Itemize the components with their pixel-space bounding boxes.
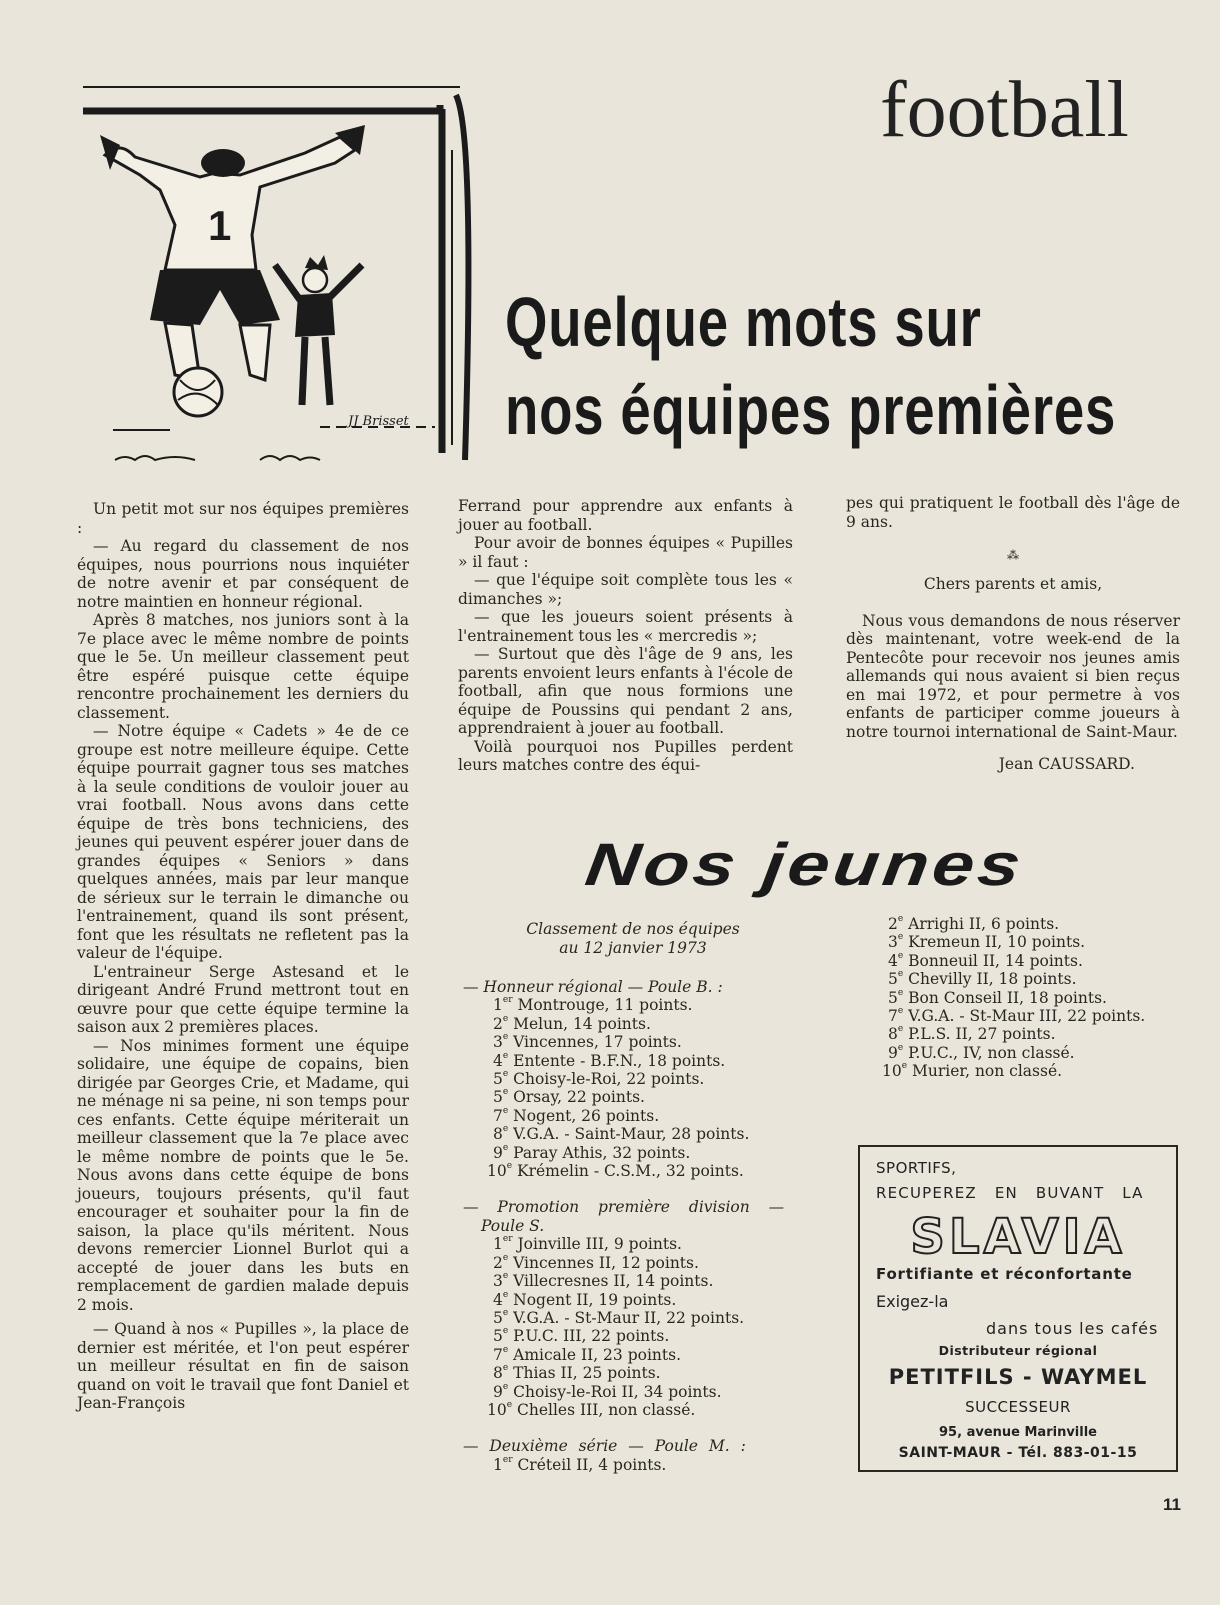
rank-suffix: e [502, 1142, 509, 1153]
rank-number: 7 [888, 1007, 898, 1026]
team-result: Créteil II, 4 points. [512, 1455, 667, 1474]
rank-suffix: e [897, 1042, 904, 1053]
rank-suffix: e [897, 1024, 904, 1035]
paragraph: — que l'équipe soit complète tous les « dimanches »; [458, 571, 793, 608]
team-result: Amicale II, 23 points. [508, 1345, 682, 1364]
paragraph: — Quand à nos « Pupilles », la place de dernier est méritée, et l'on peut espérer un meilleur résultat en fin de saison quand on voit le travail que font Daniel et Jean-François [77, 1320, 409, 1412]
rank-number: 8 [888, 1025, 898, 1044]
rank-suffix: e [502, 1307, 509, 1318]
rank-number: 8 [493, 1125, 503, 1144]
rank-number: 3 [888, 933, 898, 952]
rank-suffix: e [502, 1381, 509, 1392]
rank-number: 5 [493, 1088, 503, 1107]
subtitle-line-2: au 12 janvier 1973 [559, 939, 707, 957]
paragraph: Nous vous demandons de nous réserver dès maintenant, votre week-end de la Pentecôte pour recevoir nos jeunes amis allemands qui nous avaient si bien reçus en mai 1972, et pour permetre à vos enfants de participer comme joueurs à notre tournoi international de Saint-Maur. [846, 611, 1180, 741]
goalkeeper-illustration [80, 75, 490, 475]
rank-number: 5 [888, 970, 898, 989]
paragraph: L'entraineur Serge Astesand et le dirigeant André Frund mettront tout en œuvre pour que cette équipe termine la saison aux 2 premières places. [77, 962, 409, 1036]
rank-suffix: e [506, 1161, 513, 1172]
group-entries-honneur [463, 996, 803, 1180]
ad-line-exigez: Exigez-la [876, 1292, 949, 1311]
rank-number: 9 [493, 1382, 503, 1401]
standings-entry [463, 1052, 803, 1070]
standings-list-continued [858, 915, 1198, 1081]
rank-suffix: e [502, 1271, 509, 1282]
rank-suffix: e [502, 1326, 509, 1337]
rank-suffix: e [506, 1399, 513, 1410]
paragraph: — que les joueurs soient présents à l'entrainement tous les « mercredis »; [458, 608, 793, 645]
article-headline [505, 278, 1116, 454]
article-column-2 [458, 497, 793, 775]
team-result: Thias II, 25 points. [508, 1364, 661, 1383]
rank-number: 1 [493, 996, 503, 1015]
author-signature: Jean CAUSSARD. [998, 755, 1135, 773]
team-result: Murier, non classé. [907, 1062, 1063, 1081]
standings-entry [858, 1044, 1198, 1062]
rank-suffix: e [897, 914, 904, 924]
rank-number: 2 [493, 1253, 503, 1272]
group-title-honneur: — Honneur régional — Poule B. : [463, 978, 723, 996]
team-result: Montrouge, 11 points. [512, 996, 693, 1015]
rank-suffix: e [502, 1087, 509, 1098]
section-heading-nos-jeunes: Nos jeunes [581, 831, 1029, 898]
rank-number: 5 [493, 1308, 503, 1327]
standings-entry [463, 1107, 803, 1125]
rank-suffix: e [502, 1344, 509, 1355]
standings-subtitle [488, 920, 778, 958]
standings-entry [463, 1346, 803, 1364]
team-result: P.U.C. III, 22 points. [508, 1327, 670, 1346]
team-result: V.G.A. - St-Maur II, 22 points. [508, 1308, 745, 1327]
standings-entry [463, 1383, 803, 1401]
standings-entry [463, 1254, 803, 1272]
standings-entry [463, 1088, 803, 1106]
team-result: Nogent, 26 points. [508, 1106, 660, 1125]
page-number: 11 [1163, 1495, 1181, 1514]
team-result: Arrighi II, 6 points. [903, 915, 1060, 933]
standings-entry [858, 1007, 1198, 1025]
standings-entry [463, 1291, 803, 1309]
standings-entry [463, 1456, 803, 1474]
team-result: Villecresnes II, 14 points. [508, 1272, 714, 1291]
standings-entry [463, 1309, 803, 1327]
rank-number: 5 [888, 988, 898, 1007]
paragraph: Ferrand pour apprendre aux enfants à jouer au football. [458, 497, 793, 534]
standings-entry [463, 1327, 803, 1345]
rank-suffix: e [502, 1105, 509, 1116]
paragraph: pes qui pratiquent le football dès l'âge de 9 ans. [846, 494, 1180, 531]
team-result: V.G.A. - St-Maur III, 22 points. [903, 1007, 1146, 1026]
rank-number: 2 [888, 915, 898, 933]
standings-entry [463, 1070, 803, 1088]
rank-suffix: e [502, 1124, 509, 1135]
rank-suffix: er [502, 995, 513, 1006]
team-result: Orsay, 22 points. [508, 1088, 645, 1107]
section-tag: football [880, 66, 1129, 154]
group-entries-deuxieme-serie-part2 [858, 915, 1198, 1081]
small-player-figure [275, 255, 362, 405]
standings-entry [858, 1062, 1198, 1080]
svg-text:1: 1 [208, 202, 232, 249]
rank-number: 10 [882, 1062, 902, 1081]
rank-suffix: e [897, 950, 904, 961]
group-title-promotion: — Promotion première division — [463, 1198, 785, 1217]
rank-suffix: e [897, 1006, 904, 1017]
football-ball [174, 368, 222, 416]
separator-asterism: ⁂ [1007, 548, 1019, 562]
ad-successor: SUCCESSEUR [965, 1398, 1071, 1416]
rank-number: 10 [487, 1162, 507, 1181]
standings-entry [858, 1025, 1198, 1043]
standings-entry [858, 952, 1198, 970]
rank-number: 10 [487, 1400, 507, 1419]
rank-number: 1 [493, 1455, 503, 1474]
rank-number: 4 [493, 1290, 503, 1309]
team-result: Melun, 14 points. [508, 1014, 651, 1033]
team-result: Entente - B.F.N., 18 points. [508, 1051, 726, 1070]
rank-number: 7 [493, 1345, 503, 1364]
standings-entry [463, 1033, 803, 1051]
salutation: Chers parents et amis, [923, 575, 1103, 593]
team-result: Chevilly II, 18 points. [903, 970, 1077, 989]
rank-number: 2 [493, 1014, 503, 1033]
standings-entry [858, 989, 1198, 1007]
standings-entry [463, 1162, 803, 1180]
rank-number: 1 [493, 1235, 503, 1254]
rank-number: 3 [493, 1033, 503, 1052]
rank-number: 3 [493, 1272, 503, 1291]
paragraph: Un petit mot sur nos équipes premières : [77, 500, 409, 537]
standings-entry [858, 970, 1198, 988]
paragraph: — Notre équipe « Cadets » 4e de ce groupe est notre meilleure équipe. Cette équipe pourrait gagner tous ses matches à la seule conditions de vouloir jouer au vrai football. Nous avons dans cette équipe de très bons techniciens, des jeunes qui peuvent espérer jouer dans de grandes équipes « Seniors » dans quelques années, mais par leur manque de sérieux sur le terrain le dimanche ou l'entrainement, quand ils sont présent, font que les résultats ne refletent pas la valeur de l'équipe. [77, 722, 409, 962]
group-entries-promotion [463, 1235, 803, 1419]
team-result: Joinville III, 9 points. [512, 1235, 682, 1254]
rank-suffix: e [502, 1252, 509, 1263]
rank-suffix: e [502, 1050, 509, 1061]
paragraph: Voilà pourquoi nos Pupilles perdent leurs matches contre des équi- [458, 737, 793, 774]
rank-suffix: e [502, 1013, 509, 1024]
rank-number: 5 [493, 1327, 503, 1346]
slavia-advertisement [858, 1145, 1178, 1472]
rank-number: 9 [493, 1143, 503, 1162]
standings-entry [463, 1125, 803, 1143]
rank-suffix: e [502, 1032, 509, 1043]
team-result: Kremeun II, 10 points. [903, 933, 1086, 952]
paragraph: — Nos minimes forment une équipe solidaire, une équipe de copains, bien dirigée par Georges Crie, et Madame, qui ne ménage ni sa peine, ni son temps pour ces enfants. Cette équipe mériterait un meilleur classement que la 7e place avec le même nombre de points que le 5e. Nous avons dans cette équipe de bons joueurs, toujours présents, qu'il faut encourager et souhaiter pour la fin de saison, la place qu'ils méritent. Nous devons remercier Lionnel Burlot qui a accepté de jouer dans les buts en remplacement de gardien malade depuis 2 mois. [77, 1036, 409, 1314]
team-result: Krémelin - C.S.M., 32 points. [512, 1162, 744, 1181]
team-result: Choisy-le-Roi II, 34 points. [508, 1382, 722, 1401]
team-result: Nogent II, 19 points. [508, 1290, 677, 1309]
paragraph: Pour avoir de bonnes équipes « Pupilles » il faut : [458, 534, 793, 571]
ad-tagline: Fortifiante et réconfortante [876, 1265, 1133, 1283]
rank-suffix: er [502, 1454, 513, 1465]
group-title-deuxieme-serie: — Deuxième série — Poule M. : [463, 1437, 746, 1456]
headline-line-1: Quelque mots sur [505, 283, 982, 361]
article-column-1 [77, 500, 409, 1413]
standings-entry [858, 933, 1198, 951]
team-result: P.L.S. II, 27 points. [903, 1025, 1056, 1044]
standings-entry [463, 1401, 803, 1419]
rank-suffix: e [502, 1363, 509, 1374]
subtitle-line-1: Classement de nos équipes [526, 920, 740, 938]
ad-city-phone: SAINT-MAUR - Tél. 883-01-15 [898, 1445, 1138, 1461]
standings-entry [463, 1015, 803, 1033]
ad-distributor-name: PETITFILS - WAYMEL [888, 1365, 1148, 1389]
standings-entry [463, 1235, 803, 1253]
rank-number: 5 [493, 1070, 503, 1089]
team-result: Bon Conseil II, 18 points. [903, 988, 1107, 1007]
rank-number: 4 [493, 1051, 503, 1070]
paragraph: — Surtout que dès l'âge de 9 ans, les parents envoient leurs enfants à l'école de football, afin que nous formions une équipe de Poussins qui pendant 2 ans, apprendraient à jouer au football. [458, 645, 793, 737]
ad-line-cafes: dans tous les cafés [986, 1319, 1159, 1338]
headline-line-2: nos équipes premières [505, 371, 1117, 449]
standings-list [463, 978, 803, 1474]
rank-number: 8 [493, 1364, 503, 1383]
rank-number: 7 [493, 1106, 503, 1125]
team-result: Choisy-le-Roi, 22 points. [508, 1070, 705, 1089]
group-title-promotion-poule: Poule S. [481, 1216, 545, 1235]
team-result: Vincennes II, 12 points. [508, 1253, 699, 1272]
standings-entry [463, 1272, 803, 1290]
rank-suffix: e [502, 1289, 509, 1300]
rank-suffix: e [897, 987, 904, 998]
team-result: Bonneuil II, 14 points. [903, 951, 1083, 970]
rank-suffix: e [901, 1061, 908, 1072]
rank-suffix: e [897, 969, 904, 980]
rank-number: 9 [888, 1043, 898, 1062]
team-result: Paray Athis, 32 points. [508, 1143, 691, 1162]
rank-suffix: er [502, 1234, 513, 1245]
ad-distributor-label: Distributeur régional [938, 1343, 1098, 1358]
paragraph: — Au regard du classement de nos équipes, nous pourrions nous inquiéter de notre avenir et par conséquent de notre maintien en honneur régional. [77, 537, 409, 611]
standings-entry [463, 996, 803, 1014]
article-column-3 [846, 494, 1180, 774]
paragraph: Après 8 matches, nos juniors sont à la 7e place avec le même nombre de points que le 5e. Un meilleur classement peut être espéré puisque cette équipe rencontre prochainement les derniers du classement. [77, 611, 409, 722]
ad-line-recuperez: RECUPEREZ EN BUVANT LA [876, 1184, 1144, 1202]
team-result: Chelles III, non classé. [512, 1400, 696, 1419]
team-result: V.G.A. - Saint-Maur, 28 points. [508, 1125, 750, 1144]
illustrator-signature: JJ Brisset [348, 414, 409, 429]
ad-address: 95, avenue Marinville [939, 1425, 1097, 1440]
rank-suffix: e [502, 1069, 509, 1080]
standings-entry [463, 1364, 803, 1382]
team-result: P.U.C., IV, non classé. [903, 1043, 1075, 1062]
group-entries-deuxieme-serie-part1 [463, 1456, 803, 1474]
standings-entry [858, 915, 1198, 933]
rank-number: 4 [888, 951, 898, 970]
team-result: Vincennes, 17 points. [508, 1033, 682, 1052]
rank-suffix: e [897, 932, 904, 943]
standings-entry [463, 1144, 803, 1162]
ad-brand-name: SLAVIA [910, 1209, 1126, 1265]
ad-line-sportifs: SPORTIFS, [876, 1159, 957, 1177]
